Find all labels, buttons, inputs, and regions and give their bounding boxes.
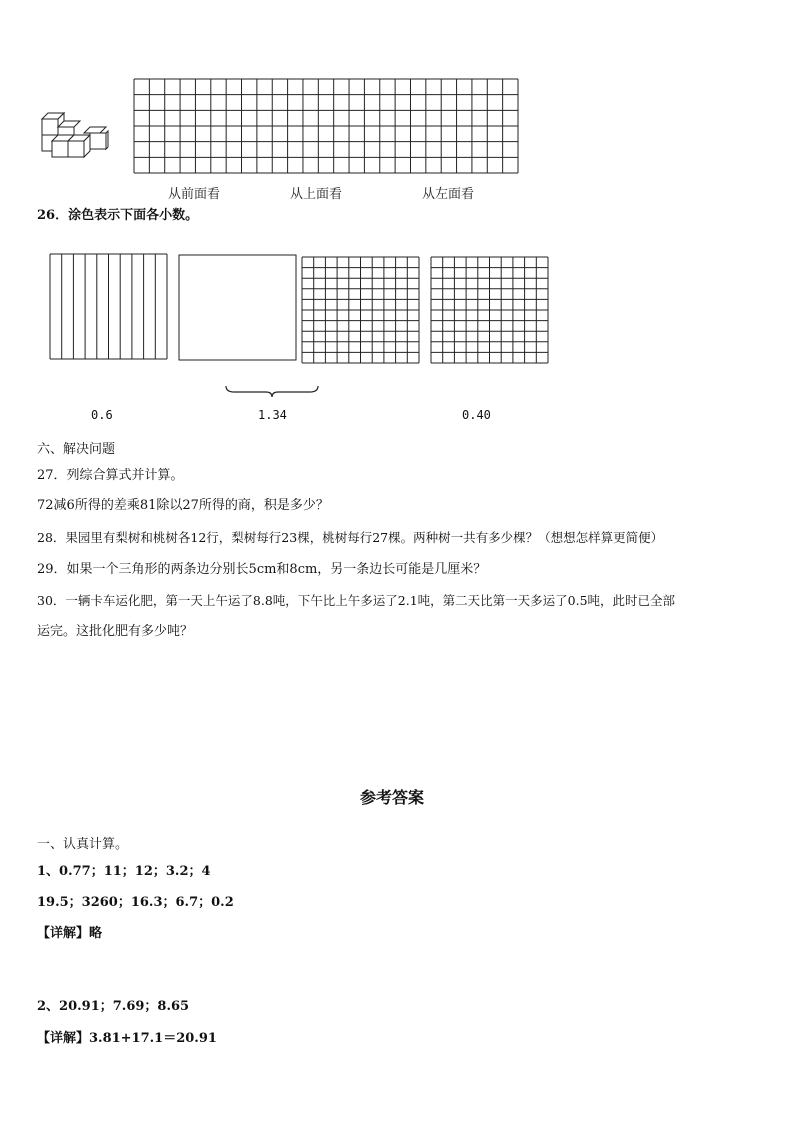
view-label-top: 从上面看 (290, 187, 343, 202)
unit-square-figure (178, 253, 298, 363)
q30-line2: 运完。这批化肥有多少吨？ (37, 624, 194, 639)
q27-title: 27．列综合算式并计算。 (37, 468, 184, 483)
brace-figure (224, 384, 320, 398)
view-label-front: 从前面看 (168, 187, 221, 202)
q30-line1: 30．一辆卡车运化肥，第一天上午运了8.8吨，下午比上午多运了2.1吨，第二天比第一天多运了0.5吨，此时已全部 (37, 593, 676, 608)
answer1-detail: 【详解】略 (37, 926, 103, 941)
decimal-label-1: 0.6 (91, 408, 113, 422)
answers-section1: 一、认真计算。 (37, 837, 129, 852)
q26-text: 26．涂色表示下面各小数。 (37, 208, 199, 223)
q28: 28．果园里有梨树和桃树各12行，梨树每行23棵，桃树每行27棵。两种树一共有多少棵？（想想怎样算更简便） (37, 530, 664, 545)
hundred-grid-2 (429, 255, 551, 367)
decimal-label-2: 1.34 (258, 408, 287, 422)
hundred-grid-1 (300, 255, 422, 365)
q27-detail: 72减6所得的差乘81除以27所得的商，积是多少？ (37, 498, 329, 513)
answer2-line1: 2、20.91；7.69；8.65 (37, 999, 190, 1014)
q29: 29．如果一个三角形的两条边分别长5cm和8cm，另一条边长可能是几厘米？ (37, 562, 487, 577)
tenths-strip-figure (48, 252, 170, 362)
answer2-detail: 【详解】3.81+17.1＝20.91 (37, 1031, 217, 1046)
cube-stack-figure (38, 105, 112, 161)
view-label-left: 从左面看 (422, 187, 475, 202)
view-drawing-grid (130, 75, 522, 177)
answers-title: 参考答案 (360, 788, 425, 807)
decimal-label-3: 0.40 (462, 408, 491, 422)
answer1-line1: 1、0.77；11；12；3.2；4 (37, 864, 211, 879)
section6-heading: 六、解决问题 (37, 442, 116, 457)
answer1-line2: 19.5；3260；16.3；6.7；0.2 (37, 895, 234, 910)
